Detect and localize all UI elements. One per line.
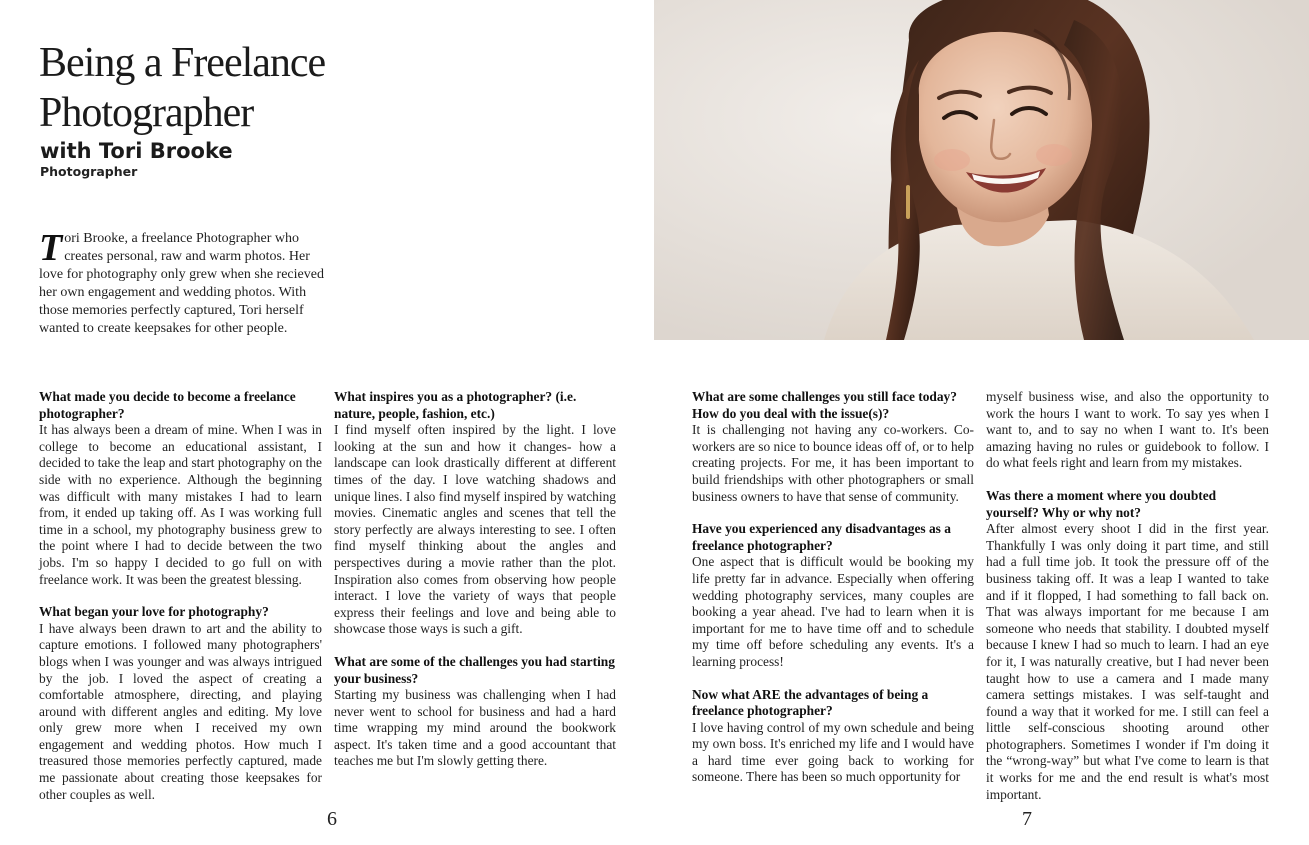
page-number-left: 6 bbox=[327, 808, 337, 830]
answer-text: I have always been drawn to art and the ability to capture emotions. I followed many photographers' blogs when I was younger and was always intrigued by the job. I loved the aspect of creating a comfortable atmosphere, directing, and playing around with different angles and editing. My love only grew more when I received my own engagement and wedding photos. How much I treasured those memories perfectly captured, made me passionate about creating those keepsakes for other couples as well. bbox=[39, 620, 322, 802]
intro-text: ori Brooke, a freelance Photographer who creates personal, raw and warm photos. Her love for photography only grew when she recieved her own engagement and wedding photos. With those memories perfectly captured, Tori herself wanted to create keepsakes for other people. bbox=[39, 231, 324, 336]
right-page bbox=[654, 0, 1309, 845]
left-page bbox=[0, 0, 654, 845]
answer-text: It has always been a dream of mine. When I was in college to become an educational assistant, I decided to take the leap and start photography on the side with no experience. Although the beginning was difficult with many mistakes I had to learn from, it ended up taking off. As I was working full time in a school, my photography business grew to the point where I had to decide between the two jobs. I'm so happy I decided to go full on with freelance work. It was been the greatest blessing. bbox=[39, 422, 322, 587]
author-role: Photographer bbox=[40, 164, 138, 179]
intro-paragraph bbox=[39, 227, 335, 338]
page-number-right: 7 bbox=[1022, 808, 1032, 830]
answer-text: After almost every shoot I did in the first year. Thankfully I was only doing it part time, and still had a full time job. It took the pressure off of the business taking off. It was a leap I wanted to take and if it flopped, I had something to fall back on. That was always important for me because I am someone who needs that stability. I doubted myself because I knew I had so much to learn. I had an eye for it, I was naturally creative, but I had never been taught how to use a camera and I made many camera settings mistakes. I was self-taught and found a way that it worked for me. I still can feel a little self-conscious shooting around other photographers. Sometimes I wonder if I'm doing it the “wrong-way” but what I've come to learn is that it works for me and the end result is what's most important. bbox=[986, 521, 1269, 802]
article-subtitle: with Tori Brooke bbox=[40, 139, 233, 163]
question-heading: What are some challenges you still face today? How do you deal with the issue(s)? bbox=[692, 389, 957, 421]
question-heading: What are some of the challenges you had starting your business? bbox=[334, 653, 615, 686]
question-heading: What made you decide to become a freelance photographer? bbox=[39, 389, 296, 421]
title-line-2: Photographer bbox=[39, 90, 254, 136]
column-1 bbox=[39, 389, 322, 803]
answer-text: I love having control of my own schedule and being my own boss. It's enriched my life and I would have a hard time ever going back to working for someone. There has been so much opportunity for bbox=[692, 719, 974, 785]
intro-dropcap: T bbox=[39, 227, 63, 269]
title-line-1: Being a Freelance bbox=[39, 40, 326, 86]
answer-text: It is challenging not having any co-workers. Co-workers are so nice to bounce ideas off of, or to help creating projects. For me, it has been important to build friendships with other photographers or small business owners to have that sense of community. bbox=[692, 422, 974, 504]
column-4 bbox=[986, 389, 1269, 803]
answer-text-continued: myself business wise, and also the opportunity to work the hours I want to work. To say yes when I want to, and to say no when I want to. It's been amazing having no rules or guidebook to follow. I do what feels right and learn from my mistakes. bbox=[986, 389, 1269, 471]
answer-text: I find myself often inspired by the light. I love looking at the sun and how it changes- how a landscape can look drastically different at different times of the day. I love watching shadows and unique lines. I also find myself inspired by watching movies. Cinematic angles and scenes that tell the story perfectly are always interesting to see. I often find myself thinking about the angles and perspectives during a movie rather than the plot. Inspiration also comes from observing how people interact. I love the variety of ways that people express their feelings and love and being able to showcase those ways is such a gift. bbox=[334, 422, 616, 637]
answer-text: Starting my business was challenging when I had never went to school for business and had a hard time wrapping my mind around the bookwork aspect. It's taken time and a good accountant that teaches me but I'm slowly getting there. bbox=[334, 687, 616, 769]
column-3 bbox=[692, 389, 974, 786]
portrait-photo bbox=[654, 0, 1309, 340]
column-2 bbox=[334, 389, 616, 770]
answer-text: One aspect that is difficult would be booking my life pretty far in advance. Especially when offering wedding photography services, many couples are booking a year ahead. I've had to learn when it is important for me to have time off and to schedule my time off before scheduling any events. It's a learning process! bbox=[692, 554, 974, 669]
question-heading: Have you experienced any disadvantages as a freelance photographer? bbox=[692, 521, 951, 553]
question-heading: What inspires you as a photographer? (i.e. nature, people, fashion, etc.) bbox=[334, 389, 577, 421]
portrait-illustration bbox=[654, 0, 1309, 340]
question-heading: Was there a moment where you doubted yourself? Why or why not? bbox=[986, 487, 1217, 520]
article-title bbox=[39, 38, 369, 138]
question-heading: Now what ARE the advantages of being a freelance photographer? bbox=[692, 686, 929, 719]
question-heading: What began your love for photography? bbox=[39, 604, 269, 620]
